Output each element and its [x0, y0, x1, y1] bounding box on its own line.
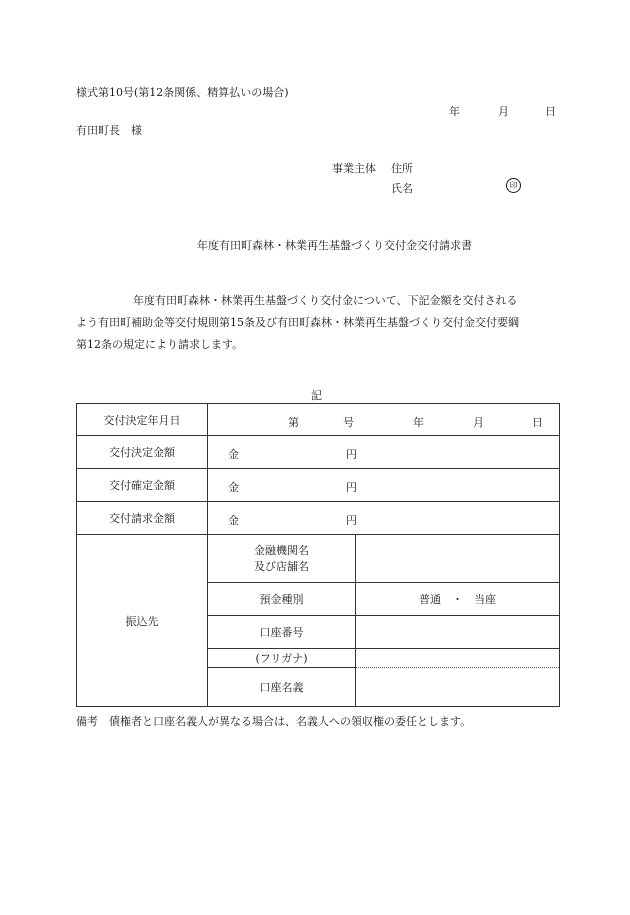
- bank-label: [208, 535, 356, 583]
- day-label: 日: [532, 416, 543, 429]
- yen-label: 円: [346, 480, 357, 494]
- body-line-2: よう有田町補助金等交付規則第15条及び有田町森林・林業再生基盤づくり交付金交付要綱: [76, 316, 519, 329]
- remarks-note: 備考 債権者と口座名義人が異なる場合は、名義人への領収権の委任とします。: [76, 715, 472, 728]
- dai-label: 第: [288, 416, 299, 429]
- addressee: 有田町長 様: [76, 124, 142, 137]
- date-year-label: 年: [449, 105, 460, 118]
- body-line-3: 第12条の規定により請求します。: [76, 338, 244, 351]
- bank-label-line-1: 金融機関名: [254, 543, 309, 557]
- month-label: 月: [473, 416, 484, 429]
- bank-field[interactable]: [356, 535, 560, 583]
- entity-label: 事業主体: [332, 162, 376, 175]
- address-label: 住所: [391, 162, 413, 175]
- furigana-field[interactable]: [356, 649, 560, 668]
- seal-mark: 印: [506, 178, 521, 193]
- amount-row: [77, 436, 560, 469]
- bank-label-line-2: 及び店舗名: [254, 559, 309, 573]
- yen-label: 円: [346, 513, 357, 527]
- account-holder-label: 口座名義: [208, 668, 356, 707]
- kin-label: 金: [228, 447, 239, 461]
- account-holder-field[interactable]: [356, 668, 560, 707]
- amount-field[interactable]: [208, 436, 560, 469]
- ki-label: 記: [311, 389, 322, 402]
- amount-field[interactable]: [208, 502, 560, 535]
- account-number-field[interactable]: [356, 616, 560, 649]
- form-number: 様式第10号(第12条関係、精算払いの場合): [76, 86, 289, 99]
- deposit-type-options[interactable]: 普通 ・ 当座: [356, 583, 560, 616]
- furigana-label: (フリガナ): [208, 649, 356, 668]
- body-line-1: 年度有田町森林・林業再生基盤づくり交付金について、下記金額を交付される: [133, 294, 518, 307]
- request-paragraph: [76, 290, 559, 356]
- decision-date-row: [77, 404, 560, 436]
- kin-label: 金: [228, 513, 239, 527]
- amount-row: [77, 502, 560, 535]
- date-month-label: 月: [498, 105, 509, 118]
- account-number-label: 口座番号: [208, 616, 356, 649]
- decision-date-field[interactable]: [208, 404, 560, 436]
- amount-label: 交付決定金額: [77, 436, 208, 469]
- document-title: 年度有田町森林・林業再生基盤づくり交付金交付請求書: [197, 239, 472, 252]
- bank-row: [77, 535, 560, 583]
- amount-row: [77, 469, 560, 502]
- request-table: [76, 403, 560, 707]
- gou-label: 号: [343, 416, 354, 429]
- name-label: 氏名: [391, 182, 413, 195]
- kin-label: 金: [228, 480, 239, 494]
- year-label: 年: [413, 416, 424, 429]
- amount-label: 交付請求金額: [77, 502, 208, 535]
- deposit-type-label: 預金種別: [208, 583, 356, 616]
- yen-label: 円: [346, 447, 357, 461]
- amount-label: 交付確定金額: [77, 469, 208, 502]
- date-day-label: 日: [545, 105, 556, 118]
- transfer-label: 振込先: [77, 535, 208, 707]
- decision-date-label: 交付決定年月日: [77, 404, 208, 436]
- amount-field[interactable]: [208, 469, 560, 502]
